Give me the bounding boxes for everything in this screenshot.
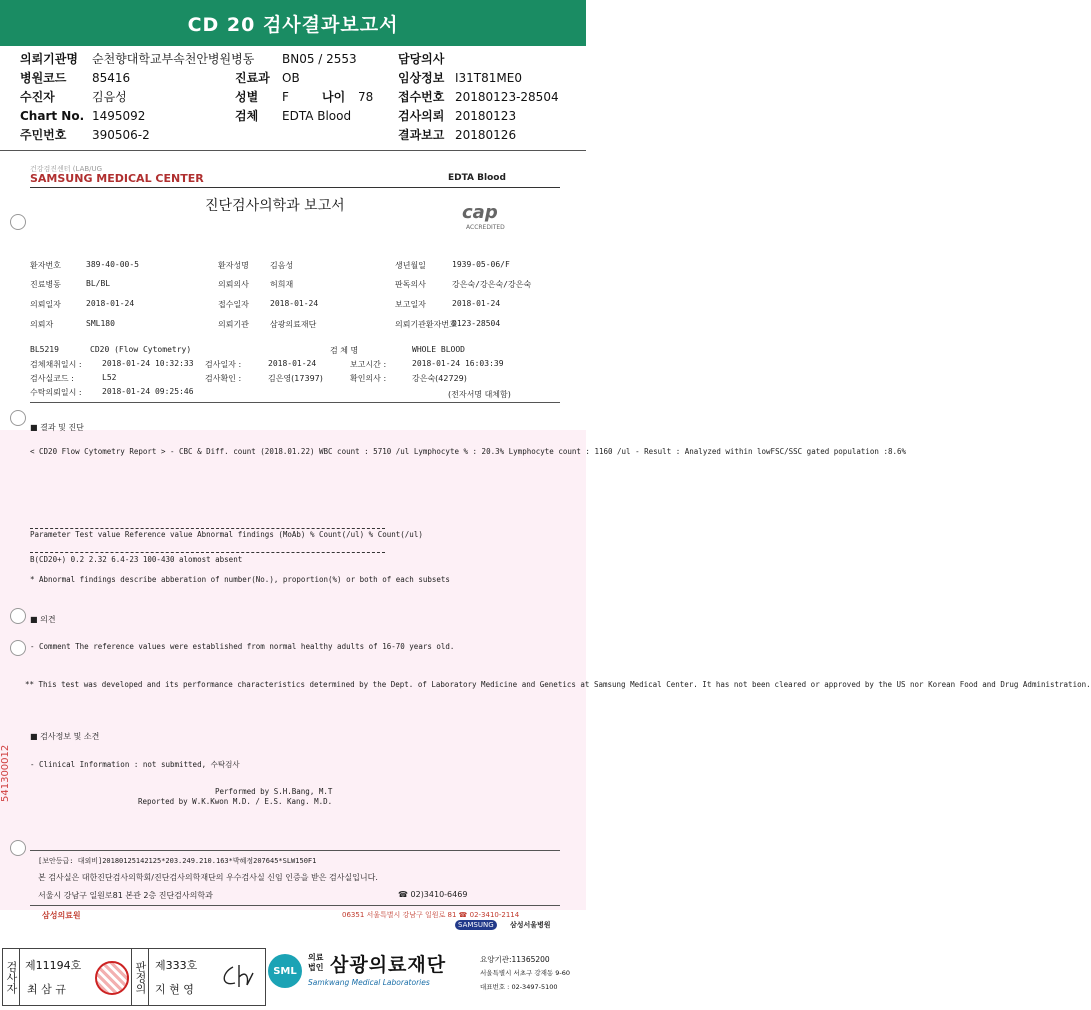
institution-label: 의뢰기관명	[20, 52, 78, 66]
row-value: 허희재	[270, 280, 294, 289]
contact-1: 요양기관:11365200	[480, 955, 550, 964]
sml-logo	[268, 954, 302, 988]
confirm-label: 확인의사 :	[350, 374, 387, 383]
flow-report-block	[30, 447, 906, 457]
doctor-label: 담당의사	[398, 52, 445, 66]
recv-label: 검체채취일시 :	[30, 360, 82, 369]
row-label: 생년월일	[395, 261, 426, 270]
samsung-foot-left: 삼성의료원	[42, 911, 81, 920]
scan-rule-2	[30, 402, 560, 403]
row-value: 김음성	[270, 261, 294, 270]
result-row	[30, 555, 242, 565]
scan-report-title: 진단검사의학과 보고서	[205, 198, 345, 214]
specimen-name-label: 검 체 명	[330, 346, 359, 355]
section-result-text: 결과 및 진단	[40, 423, 84, 432]
examiner-no: 제11194호	[25, 959, 82, 972]
comment-line-2: years old.	[409, 642, 455, 651]
contact-3: 대표번호 : 02-3497-5100	[480, 983, 558, 991]
row-value: 2018-01-24	[86, 299, 135, 308]
row-value: 2018-01-24	[452, 299, 501, 308]
pink-band	[0, 430, 586, 910]
patient-info-table	[0, 50, 586, 150]
sex-label: 성별	[235, 90, 259, 104]
send-value: 2018-01-24 09:25:46	[102, 387, 194, 396]
row-label: 환자번호	[30, 261, 61, 270]
print-line: [보안등급: 대외비]20180125142125*203.249.210.163*박혜정207645*SLW150F1	[38, 857, 317, 865]
ward-code-value: BN05 / 2553	[282, 52, 357, 66]
row-label: 의뢰의사	[218, 280, 249, 289]
row-value: 389-40-00-5	[86, 260, 139, 269]
testdate-value: 2018-01-24	[268, 359, 317, 368]
row-value: BL/BL	[86, 279, 111, 288]
age-label: 나이	[322, 90, 346, 104]
reader-no: 제333호	[155, 959, 198, 972]
disclaimer-2: Dept. of Laboratory Medicine and Genetics at Samsung Medical Center. It has not	[390, 680, 748, 689]
top-cut-text: 건강검진센터 (LAB/UG	[30, 165, 103, 173]
table-header-1: Parameter Test value Reference value Abnormal findings	[30, 530, 274, 539]
row-label: 의뢰일자	[30, 300, 61, 309]
check-value: 김은영(17397)	[268, 374, 323, 383]
row-label: 의뢰자	[30, 320, 54, 329]
samsung-foot-right: 06351 서울특별시 강남구 일원로 81 ☎ 02-3410-2114	[342, 911, 520, 919]
note-line-2: of each subsets	[382, 575, 450, 584]
row-label: 진료병동	[30, 280, 61, 289]
scan-rule-3	[30, 850, 560, 851]
performed-by: Performed by S.H.Bang, M.T	[215, 787, 333, 796]
note-line-1: * Abnormal findings describe abberation of number(No.), proportion(%) or both	[30, 575, 378, 584]
contact-2: 서울특별시 서초구 강재동 9-60	[480, 969, 571, 977]
report-date-value: 20180126	[455, 128, 517, 142]
punch-hole	[10, 840, 26, 856]
row-label: 환자성명	[218, 261, 249, 270]
row-value: SML180	[86, 319, 115, 328]
section-info-text: 검사정보 및 소견	[40, 732, 100, 741]
institution-value: 순천향대학교부속천안병원병동	[92, 52, 255, 66]
specimen-name-value: WHOLE BLOOD	[412, 345, 465, 354]
samsung-center: SAMSUNG MEDICAL CENTER	[30, 172, 204, 185]
result-row-text: B(CD20+) 0.2 2.32 6.4-23 100-430 alomost absent	[30, 555, 243, 564]
clinical-info-line: - Clinical Information : not submitted, 수탁검사	[30, 760, 240, 769]
report-title-bar	[0, 0, 586, 46]
reader-label: 판정의	[131, 949, 149, 1005]
table-rule	[30, 528, 385, 529]
comment-line-1: The reference values were established from normal healthy adults of 16-70	[75, 642, 405, 651]
table-rule	[30, 552, 385, 553]
sml-logo-text: SML	[273, 965, 297, 977]
row-value: 강은숙/강은숙/강은숙	[452, 280, 532, 289]
reader-name: 지 현 영	[155, 983, 194, 996]
sml-footer	[268, 950, 584, 1006]
wbc-line: WBC count : 5710 /ul	[319, 447, 410, 456]
cbc-head: - CBC & Diff. count (2018.01.22)	[169, 447, 315, 456]
section-opinion-title: ■ 의견	[30, 615, 56, 624]
section-result-title: ■ 결과 및 진단	[30, 423, 84, 432]
recv-value: 2018-01-24 10:32:33	[102, 359, 194, 368]
disclaimer-1: ** This test was developed and its performance characteristics determined by the	[25, 680, 387, 689]
request-date-value: 20180123	[455, 109, 517, 123]
dept-value: OB	[282, 71, 300, 85]
specimen-label: 검체	[235, 109, 259, 123]
row-value: 삼광의료재단	[270, 320, 317, 329]
section-opinion-text: 의견	[40, 615, 56, 624]
org-small-2: 법인	[308, 963, 324, 972]
punch-hole	[10, 608, 26, 624]
send-label: 수탁의뢰일시 :	[30, 388, 82, 397]
room-value: L52	[102, 373, 117, 382]
testdate-label: 검사일자 :	[205, 360, 242, 369]
disclaimer	[25, 680, 1091, 690]
lymph-pct-line: Lymphocyte % : 20.3%	[413, 447, 505, 456]
room-label: 검사실코드 :	[30, 374, 74, 383]
table-header-2: (MoAb) % Count(/ul) % Count(/ul)	[278, 530, 423, 539]
punch-hole	[10, 214, 26, 230]
hospital-code-label: 병원코드	[20, 71, 67, 85]
abnormal-note	[30, 575, 450, 585]
request-date-label: 검사의뢰	[398, 109, 445, 123]
disclaimer-3: been cleared or approved by the US nor Korean Food and Drug Administration.	[751, 680, 1091, 689]
row-label: 의뢰기관환자번호	[395, 320, 457, 329]
examiner-seal	[95, 961, 129, 995]
row-value: 1939-05-06/F	[452, 260, 510, 269]
test-code: BL5219	[30, 345, 59, 354]
id-label: 주민번호	[20, 128, 67, 142]
report-date-label: 결과보고	[398, 128, 445, 142]
scan-rule	[30, 187, 560, 188]
divider	[0, 150, 586, 151]
specimen-value: EDTA Blood	[282, 109, 352, 123]
row-label: 접수일자	[218, 300, 249, 309]
samsung-brand: SAMSUNG	[455, 920, 497, 930]
result-table	[30, 530, 423, 540]
patient-label: 수진자	[20, 90, 55, 104]
org-name: 삼광의료재단	[330, 954, 447, 976]
cert-line: 본 검사실은 대한진단검사의학회/진단검사의학재단의 우수검사실 신임 인증을 받은 검사실입니다.	[38, 873, 378, 882]
check-label: 검사확인 :	[205, 374, 242, 383]
examiner-label: 검사자	[3, 949, 20, 1005]
patient-value: 김음성	[92, 90, 127, 104]
result-line: - Result : Analyzed within lowFSC/SSC gated population :8.6%	[635, 447, 907, 456]
reader-signature	[219, 961, 255, 991]
age-value: 78	[358, 90, 374, 104]
confirm-value: 강은숙(42729)	[412, 374, 467, 383]
report-time-value: 2018-01-24 16:03:39	[412, 359, 504, 368]
receipt-no-label: 접수번호	[398, 90, 445, 104]
address-line: 서울시 강남구 일원로81 본관 2층 진단검사의학과	[38, 891, 213, 900]
report-title: CD 20 검사결과보고서	[187, 13, 399, 36]
receipt-no-value: 20180123-28504	[455, 90, 559, 104]
reported-by: Reported by W.K.Kwon M.D. / E.S. Kang. M.D.	[138, 797, 333, 806]
sex-value: F	[282, 90, 289, 104]
scan-rule-4	[30, 905, 560, 906]
org-name-en: Samkwang Medical Laboratories	[308, 978, 430, 987]
chart-label: Chart No.	[20, 109, 85, 123]
dept-label: 진료과	[235, 71, 270, 85]
punch-hole	[10, 410, 26, 426]
side-serial: 541300012	[0, 744, 11, 802]
cap-text: cap	[462, 202, 498, 223]
tel-line: ☎ 02)3410-6469	[398, 890, 468, 899]
row-label: 판독의사	[395, 280, 426, 289]
esign-note: (전자서명 대체함)	[448, 390, 511, 399]
org-small-1: 의료	[308, 953, 324, 962]
comment-block	[30, 642, 454, 652]
cap-sub: ACCREDITED	[466, 224, 505, 231]
report-head: < CD20 Flow Cytometry Report >	[30, 447, 166, 456]
row-value: 0123-28504	[452, 319, 501, 328]
id-value: 390506-2	[92, 128, 150, 142]
test-name: CD20 (Flow Cytometry)	[90, 345, 192, 354]
samsung-brand-ko: 삼성서울병원	[510, 921, 551, 929]
row-label: 의뢰기관	[218, 320, 249, 329]
clinical-label: 임상정보	[398, 71, 445, 85]
hospital-code-value: 85416	[92, 71, 131, 85]
signature-box	[2, 948, 266, 1006]
row-value: 2018-01-24	[270, 299, 319, 308]
punch-hole	[10, 640, 26, 656]
lymph-cnt-line: Lymphocyte count : 1160 /ul	[508, 447, 631, 456]
clinical-value: I31T81ME0	[455, 71, 522, 85]
scanned-report	[0, 162, 1091, 942]
row-label: 보고일자	[395, 300, 426, 309]
chart-value: 1495092	[92, 109, 146, 123]
report-time-label: 보고시간 :	[350, 360, 387, 369]
section-info-title: ■ 검사정보 및 소견	[30, 732, 100, 741]
specimen-tag: EDTA Blood	[448, 173, 506, 183]
examiner-name: 최 삼 규	[27, 983, 66, 996]
comment-head: - Comment	[30, 642, 71, 651]
